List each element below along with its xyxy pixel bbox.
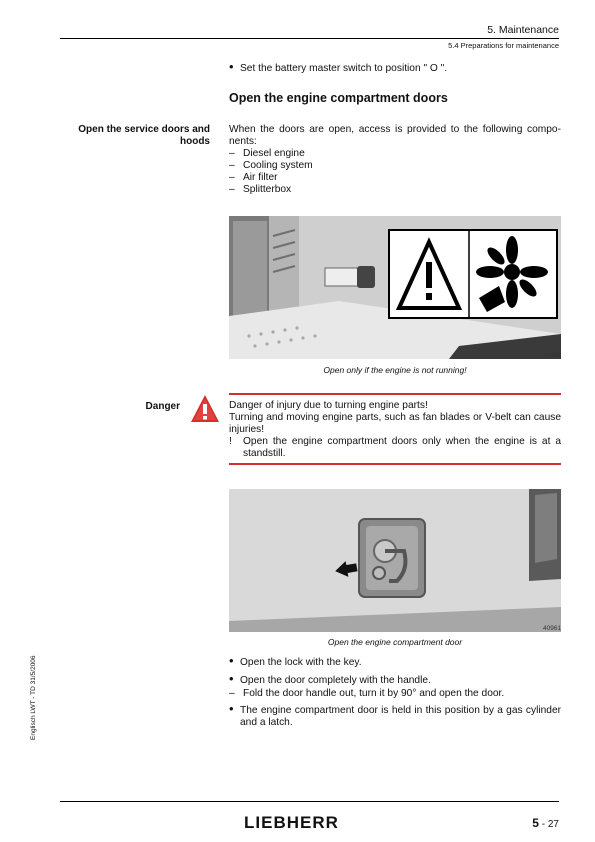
step-dash: – Fold the door handle out, turn it by 90° and open the door. xyxy=(229,688,505,699)
figure-number: 40961 xyxy=(543,625,562,632)
danger-bottom-rule xyxy=(229,463,561,465)
side-label-service: Open the service doors and hoods xyxy=(78,124,210,147)
figure-caption: Open the engine compartment door xyxy=(327,637,463,647)
access-paragraph: When the doors are open, access is provided to the following compo-nents: xyxy=(229,124,561,147)
brand-logo: LIEBHERR xyxy=(244,813,339,832)
bullet-icon: • xyxy=(229,671,234,686)
footer-rule xyxy=(60,801,559,802)
header-rule xyxy=(60,38,559,39)
list-item: – Diesel engine xyxy=(229,148,305,159)
engine-door-warning-photo xyxy=(229,216,561,359)
list-item: – Air filter xyxy=(229,172,278,183)
step-bullet: • The engine compartment door is held in this position by a gas cylinder and a latch. xyxy=(229,701,561,728)
danger-line2: Turning and moving engine parts, such as fan blades or V-belt can cause injuries! xyxy=(229,412,561,435)
figure-caption: Open only if the engine is not running! xyxy=(323,365,467,375)
bullet-icon: • xyxy=(229,59,234,74)
danger-icon xyxy=(190,394,220,429)
danger-top-rule xyxy=(229,393,561,395)
section-title: 5.4 Preparations for maintenance xyxy=(448,41,559,50)
door-lock-photo xyxy=(229,489,561,632)
chapter-title: 5. Maintenance xyxy=(487,24,559,36)
list-item: – Cooling system xyxy=(229,160,313,171)
danger-label: Danger xyxy=(145,401,180,412)
exclamation-mark: ! xyxy=(229,436,232,447)
step-bullet: • Open the lock with the key. xyxy=(229,653,362,668)
page-number: 5 - 27 xyxy=(532,816,559,830)
intro-bullet: • Set the battery master switch to position " O ". xyxy=(229,59,448,74)
bullet-icon: • xyxy=(229,653,234,668)
bullet-icon: • xyxy=(229,701,234,716)
danger-instruction: Open the engine compartment doors only when the engine is at a standstill. xyxy=(243,436,561,459)
list-item: – Splitterbox xyxy=(229,184,292,195)
step-bullet: • Open the door completely with the handle. xyxy=(229,671,431,686)
page-heading: Open the engine compartment doors xyxy=(229,91,448,105)
document-code: Englisch LWT - TD 31/5/2006 xyxy=(30,655,37,740)
figure-number: 40960 xyxy=(543,352,562,359)
danger-line1: Danger of injury due to turning engine parts! xyxy=(229,400,428,411)
